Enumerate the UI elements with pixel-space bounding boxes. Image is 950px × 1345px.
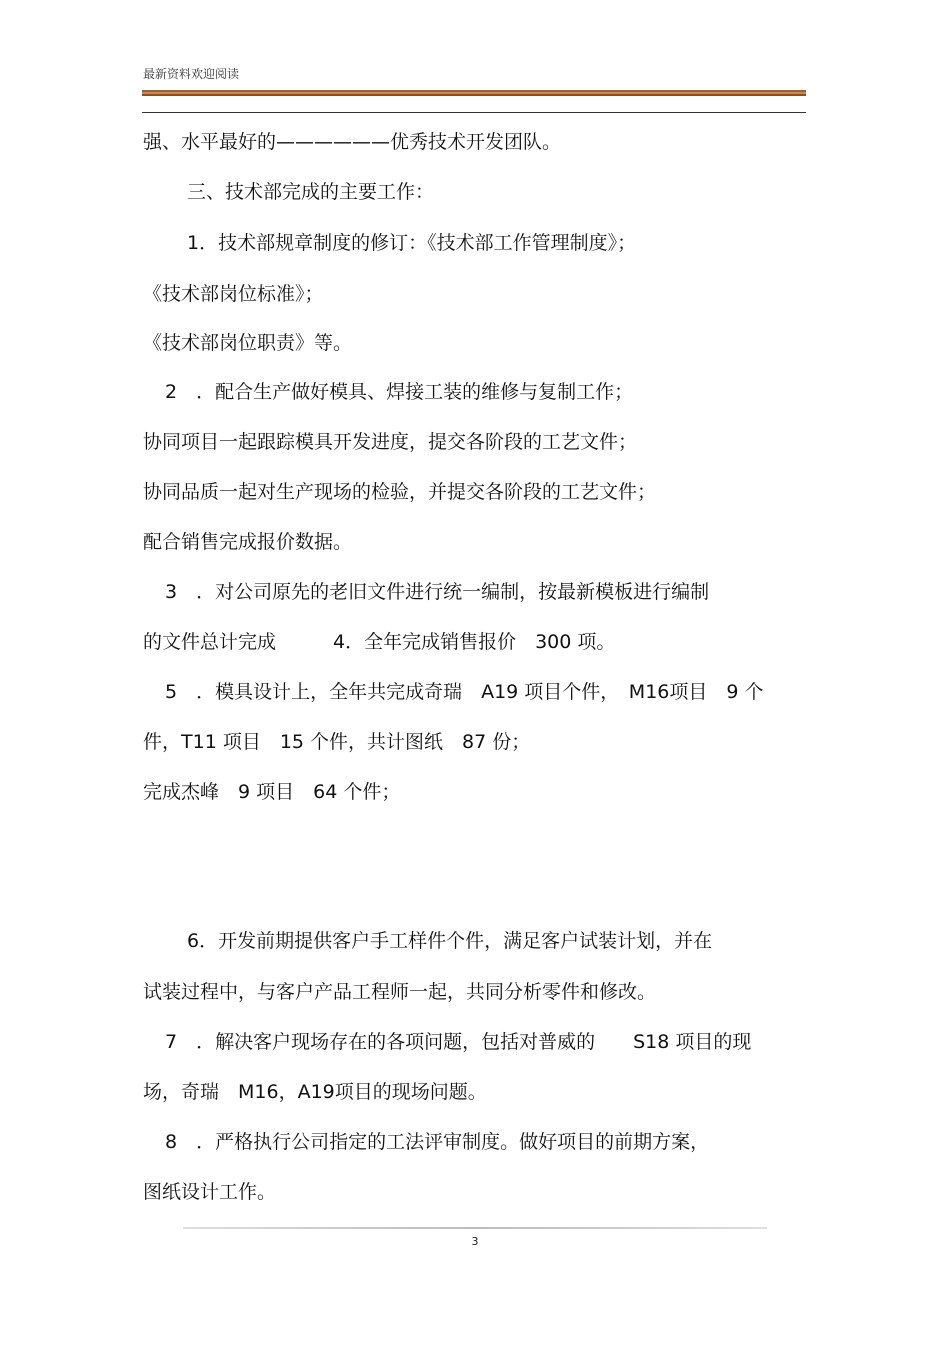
body-line: 图纸设计工作。: [143, 1181, 277, 1203]
body-line: 强、水平最好的——————优秀技术开发团队。: [143, 131, 562, 153]
list-item-1: 1．技术部规章制度的修订：《技术部工作管理制度》；: [187, 232, 637, 254]
footer-rule: [183, 1227, 767, 1229]
list-item-3: 3 ．对公司原先的老旧文件进行统一编制，按最新模板进行编制: [165, 581, 710, 603]
section-heading: 三、技术部完成的主要工作：: [187, 181, 435, 203]
body-line: 《技术部岗位职责》等。: [143, 332, 353, 354]
list-item-6: 6．开发前期提供客户手工样件个件，满足客户试装计划，并在: [187, 930, 713, 952]
list-item-7: 7 ．解决客户现场存在的各项问题，包括对普威的 S18 项目的现: [165, 1031, 752, 1053]
body-line: 完成杰峰 9 项目 64 个件；: [143, 781, 401, 803]
list-item-5: 5 ．模具设计上，全年共完成奇瑞 A19 项目个件， M16项目 9 个: [165, 681, 764, 703]
body-line: 场，奇瑞 M16，A19项目的现场问题。: [143, 1081, 487, 1103]
list-item-2: 2 ．配合生产做好模具、焊接工装的维修与复制工作；: [165, 381, 634, 403]
body-line: 《技术部岗位标准》；: [143, 283, 324, 305]
list-item-8: 8 ．严格执行公司指定的工法评审制度。做好项目的前期方案，: [165, 1131, 710, 1153]
body-line: 件，T11 项目 15 个件，共计图纸 87 份；: [143, 731, 531, 753]
body-line: 试装过程中，与客户产品工程师一起，共同分析零件和修改。: [143, 981, 657, 1003]
body-line: 协同品质一起对生产现场的检验，并提交各阶段的工艺文件；: [143, 481, 657, 503]
header-text: 最新资料欢迎阅读: [143, 67, 240, 81]
header-rule-decorative: [142, 90, 806, 96]
page-number: 3: [471, 1235, 479, 1248]
body-line: 配合销售完成报价数据。: [143, 531, 353, 553]
body-line: 的文件总计完成 4．全年完成销售报价 300 项。: [143, 631, 616, 653]
header-rule: [142, 112, 806, 113]
body-line: 协同项目一起跟踪模具开发进度，提交各阶段的工艺文件；: [143, 431, 638, 453]
